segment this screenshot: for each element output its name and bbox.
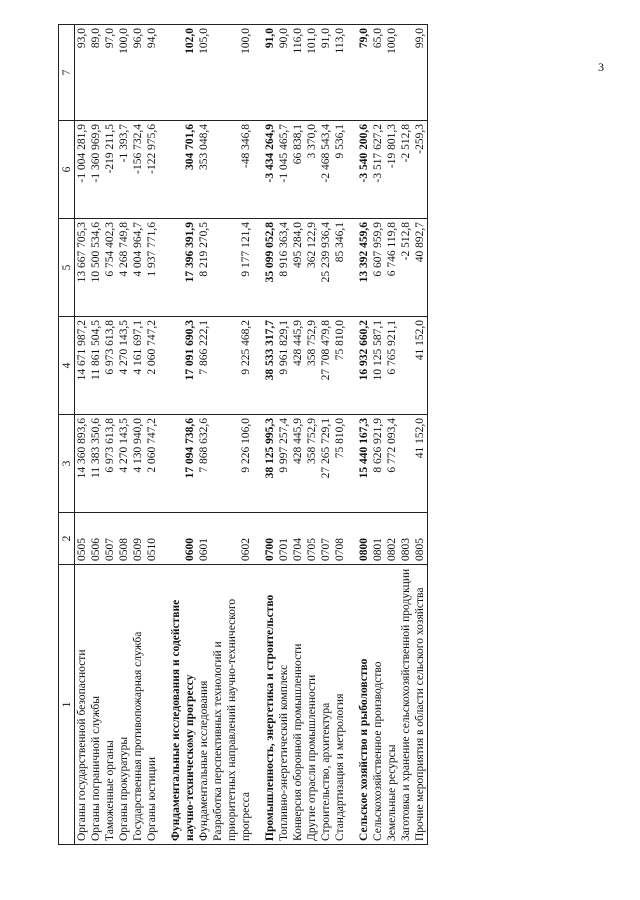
value-cell	[399, 25, 413, 121]
spacer-row	[159, 25, 169, 845]
row-name-cell: Фундаментальные исследования	[197, 565, 211, 845]
value-cell: 38 125 995,3	[263, 415, 277, 513]
value-cell: 113,0	[333, 25, 347, 121]
value-cell: 3 370,0	[305, 121, 319, 219]
row-code-cell: 0704	[291, 513, 305, 565]
row-code-cell: 0802	[385, 513, 399, 565]
row-name-cell: Сельскохозяйственное производство	[371, 565, 385, 845]
value-cell: 2 060 747,2	[145, 317, 159, 415]
value-cell: 11 861 504,5	[89, 317, 103, 415]
table-row	[145, 25, 159, 845]
value-cell: -48 346,8	[211, 121, 253, 219]
value-cell: 41 152,0	[413, 415, 428, 513]
value-cell: -3 540 200,6	[357, 121, 371, 219]
spacer-cell	[159, 513, 169, 565]
value-cell: -3 434 264,9	[263, 121, 277, 219]
column-header-2: 2	[59, 513, 75, 565]
row-name-cell: Прочие мероприятия в области сельского хозяйства	[413, 565, 428, 845]
row-code-cell: 0707	[319, 513, 333, 565]
spacer-cell	[159, 121, 169, 219]
value-cell: 353 048,4	[197, 121, 211, 219]
value-cell: 94,0	[145, 25, 159, 121]
value-cell: 4 270 143,5	[117, 317, 131, 415]
value-cell: 91,0	[263, 25, 277, 121]
row-code-cell: 0700	[263, 513, 277, 565]
value-cell: 6 973 613,8	[103, 317, 117, 415]
row-name-cell: Фундаментальные исследования и содействие научно-техническому прогрессу	[169, 565, 197, 845]
section-total-row	[357, 25, 371, 845]
row-name-cell: Конверсия оборонной промышленности	[291, 565, 305, 845]
spacer-cell	[159, 415, 169, 513]
row-code-cell: 0805	[413, 513, 428, 565]
row-name-cell: Сельское хозяйство и рыболовство	[357, 565, 371, 845]
header-row	[59, 25, 75, 845]
row-code-cell: 0506	[89, 513, 103, 565]
table-row	[413, 25, 428, 845]
value-cell: 4 004 964,7	[131, 219, 145, 317]
table-row	[305, 25, 319, 845]
column-header-1: 1	[59, 565, 75, 845]
table-row	[333, 25, 347, 845]
value-cell: 4 130 940,0	[131, 415, 145, 513]
column-header-4: 4	[59, 317, 75, 415]
section-total-row	[169, 25, 197, 845]
value-cell: -3 517 627,2	[371, 121, 385, 219]
value-cell: 27 265 729,1	[319, 415, 333, 513]
column-header-6: 6	[59, 121, 75, 219]
row-name-cell: Разработка перспективных технологий и приоритетных направлений научно-технического прогресса	[211, 565, 253, 845]
table-row	[89, 25, 103, 845]
value-cell: 428 445,9	[291, 317, 305, 415]
value-cell: 13 392 459,6	[357, 219, 371, 317]
table-row	[103, 25, 117, 845]
value-cell: 4 268 749,8	[117, 219, 131, 317]
row-name-cell: Строительство, архитектура	[319, 565, 333, 845]
spacer-cell	[253, 565, 263, 845]
value-cell: 10 125 587,1	[371, 317, 385, 415]
row-name-cell: Органы пограничной службы	[89, 565, 103, 845]
value-cell: -1 393,7	[117, 121, 131, 219]
value-cell: 4 270 143,5	[117, 415, 131, 513]
value-cell: 4 161 697,1	[131, 317, 145, 415]
value-cell: 17 094 738,6	[169, 415, 197, 513]
row-code-cell: 0509	[131, 513, 145, 565]
rotated-table-container	[58, 25, 628, 845]
table-row	[291, 25, 305, 845]
table-row	[117, 25, 131, 845]
value-cell: -156 732,4	[131, 121, 145, 219]
spacer-cell	[253, 317, 263, 415]
value-cell: 13 667 705,3	[75, 219, 90, 317]
value-cell: 100,0	[117, 25, 131, 121]
value-cell: 102,0	[169, 25, 197, 121]
value-cell	[399, 415, 413, 513]
spacer-row	[253, 25, 263, 845]
spacer-cell	[253, 219, 263, 317]
row-code-cell: 0600	[169, 513, 197, 565]
value-cell: 14 671 987,2	[75, 317, 90, 415]
value-cell: 8 626 921,9	[371, 415, 385, 513]
spacer-cell	[159, 565, 169, 845]
spacer-cell	[253, 415, 263, 513]
value-cell: -219 211,5	[103, 121, 117, 219]
value-cell: -259,3	[413, 121, 428, 219]
value-cell: 14 360 893,6	[75, 415, 90, 513]
value-cell: 1 937 771,6	[145, 219, 159, 317]
spacer-cell	[347, 219, 357, 317]
value-cell: -2 512,8	[399, 219, 413, 317]
value-cell: 7 866 222,1	[197, 317, 211, 415]
page-number: 3	[598, 60, 604, 74]
row-name-cell: Топливно-энергетический комплекс	[277, 565, 291, 845]
spacer-cell	[253, 513, 263, 565]
value-cell: 65,0	[371, 25, 385, 121]
value-cell	[399, 317, 413, 415]
row-name-cell: Земельные ресурсы	[385, 565, 399, 845]
value-cell: 10 500 534,6	[89, 219, 103, 317]
value-cell: 7 868 632,6	[197, 415, 211, 513]
value-cell: 16 932 660,2	[357, 317, 371, 415]
table-body	[75, 25, 428, 845]
value-cell: 27 708 479,8	[319, 317, 333, 415]
table-row	[197, 25, 211, 845]
spacer-cell	[159, 219, 169, 317]
value-cell: 93,0	[75, 25, 90, 121]
row-code-cell: 0800	[357, 513, 371, 565]
spacer-cell	[347, 121, 357, 219]
value-cell: 79,0	[357, 25, 371, 121]
value-cell: 101,0	[305, 25, 319, 121]
row-code-cell: 0803	[399, 513, 413, 565]
value-cell: 99,0	[413, 25, 428, 121]
spacer-cell	[347, 25, 357, 121]
row-name-cell: Таможенные органы	[103, 565, 117, 845]
value-cell: 362 122,9	[305, 219, 319, 317]
row-code-cell: 0801	[371, 513, 385, 565]
value-cell: 6 754 402,3	[103, 219, 117, 317]
table-row	[399, 25, 413, 845]
value-cell: 9 997 257,4	[277, 415, 291, 513]
value-cell: 41 152,0	[413, 317, 428, 415]
value-cell: 9 177 121,4	[211, 219, 253, 317]
row-code-cell: 0601	[197, 513, 211, 565]
value-cell: 91,0	[319, 25, 333, 121]
row-code-cell: 0705	[305, 513, 319, 565]
value-cell: 11 383 350,6	[89, 415, 103, 513]
table-row	[211, 25, 253, 845]
value-cell: 17 091 690,3	[169, 317, 197, 415]
value-cell: 6 772 093,4	[385, 415, 399, 513]
table-row	[371, 25, 385, 845]
spacer-cell	[159, 25, 169, 121]
value-cell: 9 961 829,1	[277, 317, 291, 415]
row-code-cell: 0602	[211, 513, 253, 565]
value-cell: 75 810,0	[333, 415, 347, 513]
value-cell: 25 239 936,4	[319, 219, 333, 317]
row-name-cell: Органы юстиции	[145, 565, 159, 845]
table-row	[319, 25, 333, 845]
value-cell: 9 536,1	[333, 121, 347, 219]
value-cell: 428 445,9	[291, 415, 305, 513]
row-code-cell: 0708	[333, 513, 347, 565]
table-row	[75, 25, 90, 845]
value-cell: 105,0	[197, 25, 211, 121]
column-header-3: 3	[59, 415, 75, 513]
spacer-cell	[253, 25, 263, 121]
value-cell: 304 701,6	[169, 121, 197, 219]
spacer-cell	[347, 317, 357, 415]
spacer-cell	[347, 565, 357, 845]
value-cell: 85 346,1	[333, 219, 347, 317]
value-cell: 66 838,1	[291, 121, 305, 219]
value-cell: 9 225 468,2	[211, 317, 253, 415]
row-name-cell: Государственная противопожарная служба	[131, 565, 145, 845]
value-cell: -122 975,6	[145, 121, 159, 219]
spacer-cell	[347, 415, 357, 513]
value-cell: 8 219 270,5	[197, 219, 211, 317]
value-cell: 17 396 391,9	[169, 219, 197, 317]
value-cell: 9 226 106,0	[211, 415, 253, 513]
value-cell: -2 512,8	[399, 121, 413, 219]
spacer-cell	[347, 513, 357, 565]
section-total-row	[263, 25, 277, 845]
row-code-cell: 0507	[103, 513, 117, 565]
value-cell: 100,0	[385, 25, 399, 121]
value-cell: 6 746 119,8	[385, 219, 399, 317]
value-cell: -19 801,3	[385, 121, 399, 219]
value-cell: -1 004 281,9	[75, 121, 90, 219]
value-cell: 495 284,0	[291, 219, 305, 317]
value-cell: 358 752,9	[305, 415, 319, 513]
row-name-cell: Другие отрасли промышленности	[305, 565, 319, 845]
value-cell: 15 440 167,3	[357, 415, 371, 513]
value-cell: -1 360 969,9	[89, 121, 103, 219]
value-cell: 6 765 921,1	[385, 317, 399, 415]
value-cell: 35 099 052,8	[263, 219, 277, 317]
spacer-row	[347, 25, 357, 845]
value-cell: 38 533 317,7	[263, 317, 277, 415]
value-cell: 6 973 613,8	[103, 415, 117, 513]
value-cell: 8 916 363,4	[277, 219, 291, 317]
table-row	[131, 25, 145, 845]
value-cell: 90,0	[277, 25, 291, 121]
table-row	[277, 25, 291, 845]
value-cell: -2 468 543,4	[319, 121, 333, 219]
column-header-7: 7	[59, 25, 75, 121]
value-cell: 40 892,7	[413, 219, 428, 317]
value-cell: 97,0	[103, 25, 117, 121]
value-cell: 96,0	[131, 25, 145, 121]
value-cell: -1 045 465,7	[277, 121, 291, 219]
value-cell: 100,0	[211, 25, 253, 121]
row-code-cell: 0508	[117, 513, 131, 565]
value-cell: 6 607 959,9	[371, 219, 385, 317]
budget-table	[58, 24, 428, 845]
row-name-cell: Заготовка и хранение сельскохозяйственной продукции	[399, 565, 413, 845]
value-cell: 89,0	[89, 25, 103, 121]
row-code-cell: 0510	[145, 513, 159, 565]
row-name-cell: Промышленность, энергетика и строительство	[263, 565, 277, 845]
table-row	[385, 25, 399, 845]
row-name-cell: Органы прокуратуры	[117, 565, 131, 845]
spacer-cell	[159, 317, 169, 415]
value-cell: 2 060 747,2	[145, 415, 159, 513]
value-cell: 358 752,9	[305, 317, 319, 415]
value-cell: 116,0	[291, 25, 305, 121]
row-name-cell: Органы государственной безопасности	[75, 565, 90, 845]
row-code-cell: 0701	[277, 513, 291, 565]
row-code-cell: 0505	[75, 513, 90, 565]
value-cell: 75 810,0	[333, 317, 347, 415]
column-header-5: 5	[59, 219, 75, 317]
spacer-cell	[253, 121, 263, 219]
row-name-cell: Стандартизация и метрология	[333, 565, 347, 845]
